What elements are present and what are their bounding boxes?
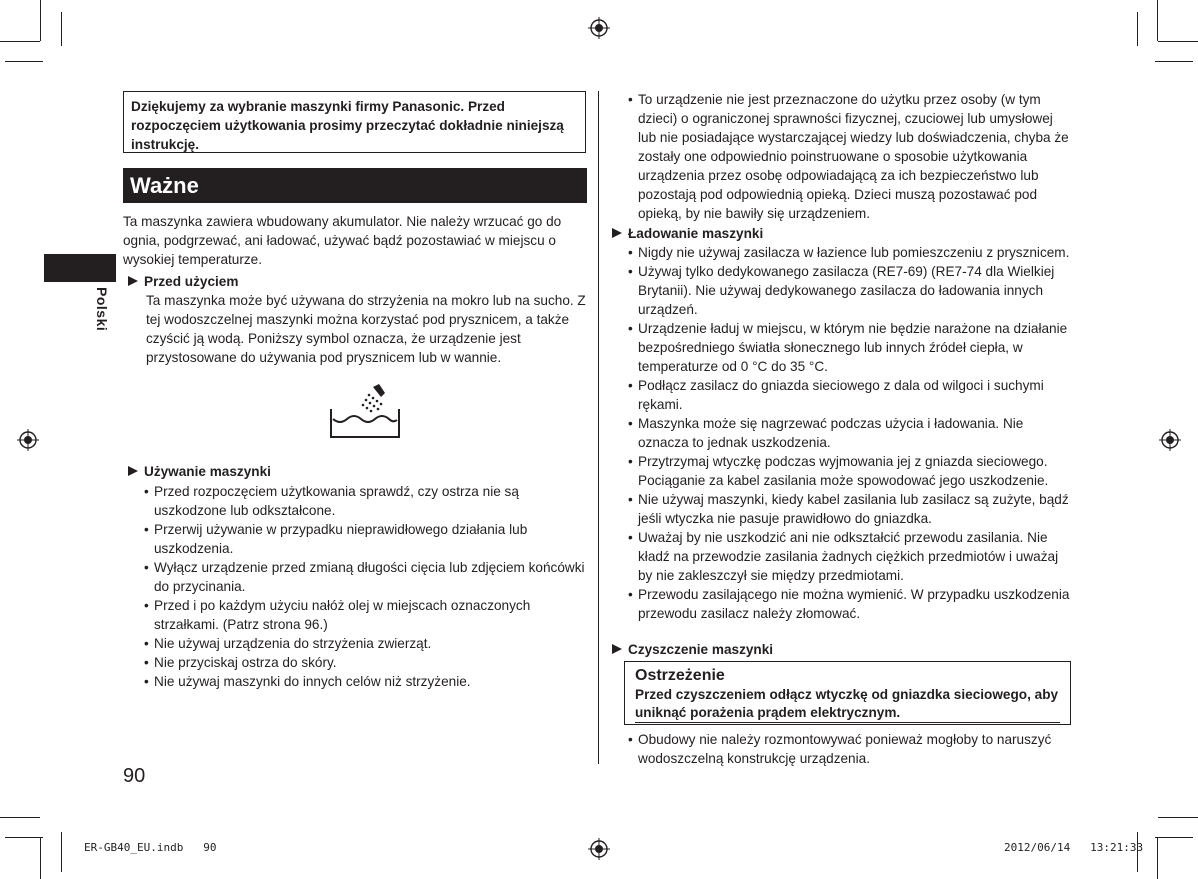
using-list [144, 482, 590, 691]
list-item: • Wyłącz urządzenie przed zmianą długości cięcia lub zdjęciem końcówki do przycinania. [144, 558, 590, 596]
arrow-right-icon [612, 644, 622, 654]
list-item: • Podłącz zasilacz do gniazda sieciowego z dala od wilgoci i suchymi rękami. [628, 376, 1074, 414]
list-item: • Używaj tylko dedykowanego zasilacza (RE7-69) (RE7-74 dla Wielkiej Brytanii). Nie używaj dedykowanego zasilacza do ładowania innych urządzeń. [628, 262, 1074, 319]
warning-box [624, 661, 1071, 725]
list-item: • Nigdy nie używaj zasilacza w łazience lub pomieszczeniu z prysznicem. [628, 243, 1074, 262]
list-item: • Przed i po każdym użyciu nałóż olej w miejscach oznaczonych strzałkami. (Patrz strona 96.) [144, 596, 590, 634]
registration-mark-icon [17, 429, 39, 451]
column-divider [598, 91, 599, 764]
before-use-title: Przed użyciem [128, 272, 238, 291]
list-item: • Przytrzymaj wtyczkę podczas wyjmowania jej z gniazda sieciowego. Pociąganie za kabel zasilania może spowodować jego uszkodzenie. [628, 452, 1074, 490]
right-top-list [628, 90, 1074, 223]
footer-datetime: 2012/06/14 13:21:33 [1004, 841, 1144, 854]
registration-mark-icon [588, 17, 610, 39]
arrow-right-icon [128, 276, 138, 286]
language-label: Polski [94, 287, 110, 332]
before-use-text: Ta maszynka może być używana do strzyżenia na mokro lub na sucho. Z tej wodoszczelnej maszynki można korzystać pod prysznicem, a także czyścić ją wodą. Poniższy symbol oznacza, że urządzenie jest przystosowane do używania pod prysznicem lub w wannie. [146, 293, 586, 365]
language-tab [44, 254, 116, 282]
list-item: • Urządzenie ładuj w miejscu, w którym nie będzie narażone na działanie bezpośredniego światła słonecznego lub innych źródeł ciepła, w temperaturze od 0 °C do 35 °C. [628, 319, 1074, 376]
list-item: • Nie przyciskaj ostrza do skóry. [144, 653, 590, 672]
charging-list [628, 243, 1074, 623]
list-item: • Maszynka może się nagrzewać podczas użycia i ładowania. Nie oznacza to jednak uszkodzenia. [628, 414, 1074, 452]
battery-warning-paragraph: Ta maszynka zawiera wbudowany akumulator. Nie należy wrzucać go do ognia, podgrzewać, ani ładować, używać bądź pozostawiać w miejscu o wysokiej temperaturze. [123, 214, 562, 267]
list-item: • Nie używaj maszynki do innych celów niż strzyżenie. [144, 672, 590, 691]
list-item: • Przerwij używanie w przypadku nieprawidłowego działania lub uszkodzenia. [144, 520, 590, 558]
warning-title: Ostrzeżenie [635, 667, 725, 684]
cleaning-list [628, 730, 1074, 768]
arrow-right-icon [612, 228, 622, 238]
warning-text: Przed czyszczeniem odłącz wtyczkę od gniazdka sieciowego, aby uniknąć porażenia prądem elektrycznym. [635, 686, 1060, 723]
registration-mark-icon [588, 838, 610, 860]
using-title: Używanie maszynki [128, 462, 271, 481]
charging-title: Ładowanie maszynki [612, 224, 763, 243]
list-item: • Nie używaj maszynki, kiedy kabel zasilania lub zasilacz są zużyte, bądź jeśli wtyczka nie pasuje prawidłowo do gniazdka. [628, 490, 1074, 528]
list-item: • Nie używaj urządzenia do strzyżenia zwierząt. [144, 634, 590, 653]
list-item: • Uważaj by nie uszkodzić ani nie odkształcić przewodu zasilania. Nie kładź na przewodzie zasilania żadnych ciężkich przedmiotów i uważaj by nie zakleszczył sie między przedmiotami. [628, 528, 1074, 585]
page-number: 90 [123, 765, 146, 787]
list-item: • Obudowy nie należy rozmontowywać ponieważ mogłoby to naruszyć wodoszczelną konstrukcję urządzenia. [628, 730, 1074, 768]
cleaning-title: Czyszczenie maszynki [612, 640, 773, 659]
list-item: • To urządzenie nie jest przeznaczone do użytku przez osoby (w tym dzieci) o ograniczonej sprawności fizycznej, czuciowej lub umysłowej lub nie posiadające wystarczającej wiedzy lub doświadczenia, chyba że zostały one odpowiednio poinstruowane o sposobie użytkowania urządzenia przez osobę odpowiadającą za ich bezpieczeństwo lub pozostają pod odpowiednią opieką. Dzieci muszą pozostawać pod opieką, by nie bawiły się urządzeniem. [628, 90, 1074, 223]
list-item: • Przed rozpoczęciem użytkowania sprawdź, czy ostrza nie są uszkodzone lub odkształcone. [144, 482, 590, 520]
registration-mark-icon [1159, 429, 1181, 451]
footer-file: ER-GB40_EU.indb 90 [84, 841, 217, 854]
section-heading: Ważne [123, 168, 587, 203]
arrow-right-icon [128, 466, 138, 476]
list-item: • Przewodu zasilającego nie można wymienić. W przypadku uszkodzenia przewodu zasilacz należy złomować. [628, 585, 1074, 623]
intro-box: Dziękujemy za wybranie maszynki firmy Panasonic. Przed rozpoczęciem użytkowania prosimy przeczytać dokładnie niniejszą instrukcję. [123, 91, 586, 153]
shower-bath-icon [329, 383, 401, 439]
